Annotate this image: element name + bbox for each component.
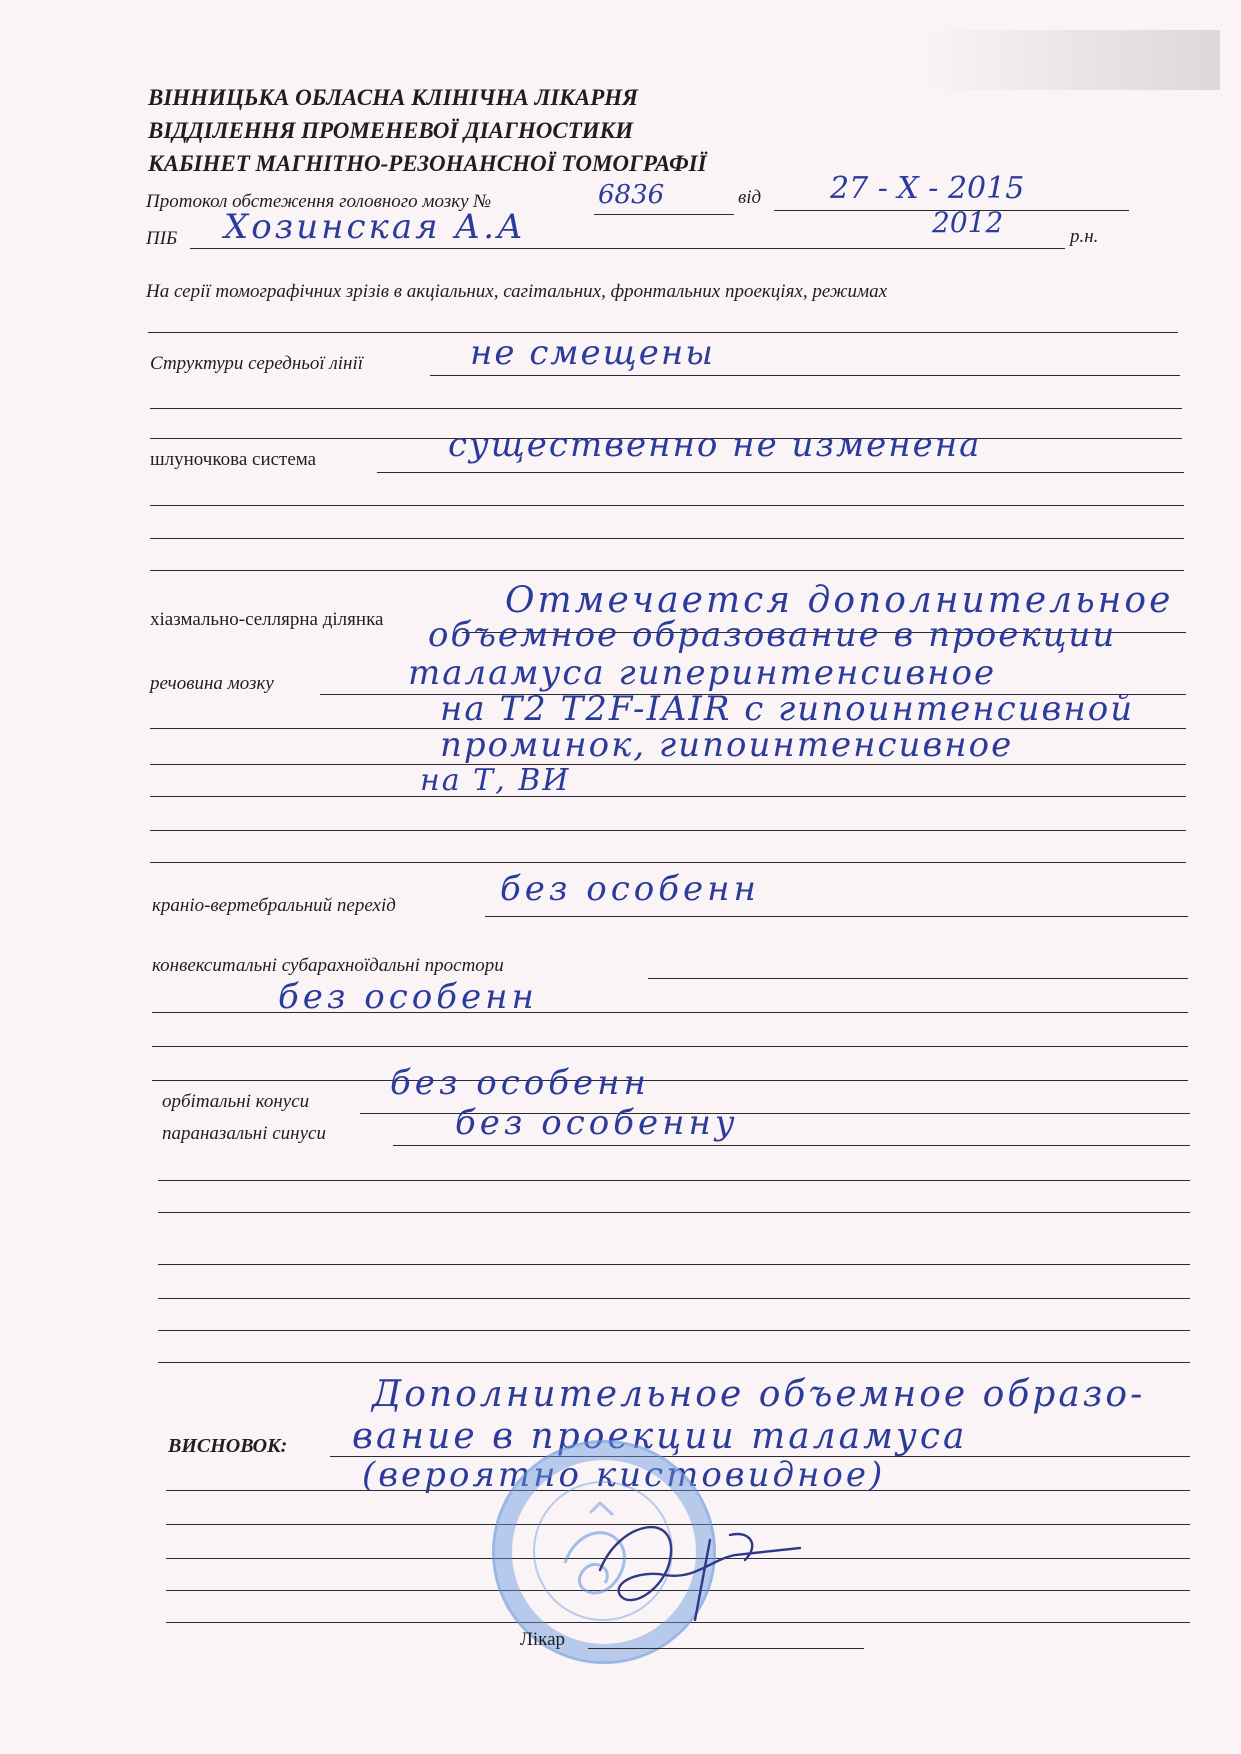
doctor-signature — [560, 1500, 810, 1630]
ruled-line — [152, 1046, 1188, 1047]
birth-year: 2012 — [932, 206, 1004, 239]
cv-junction-value: без особенн — [500, 869, 760, 909]
midline-line — [430, 375, 1180, 376]
ruled-line — [150, 538, 1184, 539]
ruled-line — [150, 570, 1184, 571]
ruled-line — [152, 1080, 1188, 1081]
birth-year-suffix: р.н. — [1070, 226, 1099, 247]
series-intro: На серії томографічних зрізів в акціальних, сагітальних, фронтальних проекціях, режимах — [146, 281, 888, 302]
chiasm-value: Отмечается дополнительное — [505, 580, 1174, 621]
orbital-label: орбітальні конуси — [162, 1091, 310, 1112]
ruled-line — [150, 408, 1182, 409]
ruled-line — [152, 1012, 1188, 1013]
ventricles-label: шлуночкова система — [150, 449, 317, 470]
orbital-value: без особенн — [390, 1063, 650, 1103]
department-name: ВІДДІЛЕННЯ ПРОМЕНЕВОЇ ДІАГНОСТИКИ — [148, 118, 634, 143]
subarachnoid-label: конвекситальні субарахноїдальні простори — [152, 955, 504, 976]
brain-value-line-2: таламуса гиперинтенсивное — [408, 653, 997, 693]
name-line — [190, 248, 1065, 249]
ruled-line — [158, 1330, 1190, 1331]
ventricles-value: существенно не изменена — [448, 425, 982, 465]
date-label: від — [738, 187, 762, 208]
ruled-line — [158, 1298, 1190, 1299]
hospital-name: ВІННИЦЬКА ОБЛАСНА КЛІНІЧНА ЛІКАРНЯ — [148, 85, 639, 110]
ventricles-line — [377, 472, 1184, 473]
paranasal-value: без особенну — [455, 1103, 739, 1143]
cabinet-name: КАБІНЕТ МАГНІТНО-РЕЗОНАНСНОЇ ТОМОГРАФІЇ — [148, 151, 707, 176]
name-label: ПІБ — [146, 228, 178, 249]
brain-value-line-1: объемное образование в проекции — [428, 615, 1117, 655]
cv-junction-line — [485, 916, 1188, 917]
doctor-label: Лікар — [520, 1629, 566, 1650]
ruled-line — [158, 1264, 1190, 1265]
midline-value: не смещены — [470, 333, 715, 373]
brain-value-line-5: на Т, ВИ — [420, 763, 571, 798]
ruled-line — [158, 1362, 1190, 1363]
ruled-line — [150, 830, 1186, 831]
conclusion-line-2: вание в проекции таламуса — [352, 1416, 968, 1457]
subarachnoid-line — [648, 978, 1188, 979]
ruled-line — [150, 505, 1184, 506]
conclusion-line-1: Дополнительное объемное образо- — [372, 1374, 1146, 1415]
chiasm-label: хіазмально-селлярна ділянка — [150, 609, 384, 630]
brain-label: речовина мозку — [150, 673, 274, 694]
brain-value-line-3: на Т2 Т2F-IAIR с гипоинтенсивной — [440, 689, 1135, 729]
conclusion-label: ВИСНОВОК: — [168, 1435, 288, 1457]
ruled-line — [150, 862, 1186, 863]
midline-label: Структури середньої лінії — [150, 353, 363, 374]
conclusion-line-3: (вероятно кистовидное) — [362, 1455, 886, 1495]
brain-value-line-4: проминок, гипоинтенсивное — [440, 725, 1014, 765]
protocol-number: 6836 — [598, 180, 665, 210]
patient-name: Хозинская А.А — [224, 207, 526, 247]
exam-date: 27 - Х - 2015 — [830, 171, 1025, 206]
doctor-line — [588, 1648, 864, 1649]
subarachnoid-value: без особенн — [278, 977, 538, 1017]
ruled-line — [150, 796, 1186, 797]
paranasal-label: параназальні синуси — [162, 1123, 326, 1144]
paranasal-line — [393, 1145, 1190, 1146]
ruled-line — [158, 1180, 1190, 1181]
scan-corner-artifact — [920, 30, 1220, 90]
protocol-label: Протокол обстеження головного мозку № — [146, 191, 492, 212]
ruled-line — [158, 1212, 1190, 1213]
protocol-number-line — [594, 214, 734, 215]
cv-junction-label: краніо-вертебральний перехід — [152, 895, 396, 916]
